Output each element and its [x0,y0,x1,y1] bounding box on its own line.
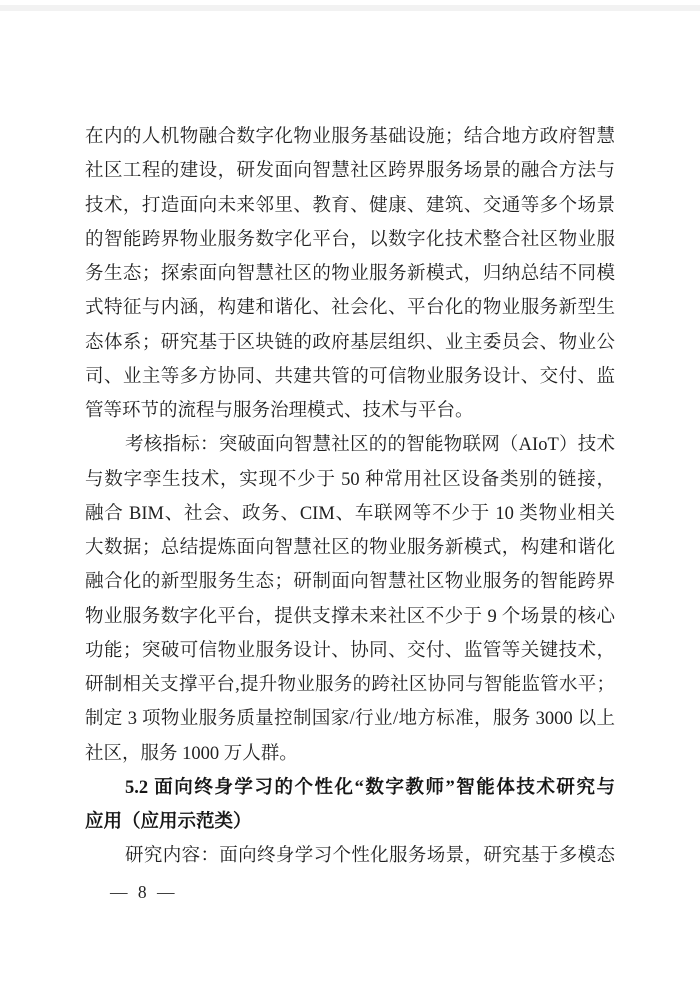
body-text-line: 制定 3 项物业服务质量控制国家/行业/地方标准，服务 3000 以上 [85,709,615,730]
body-text-line: 大数据；总结提炼面向智慧社区的物业服务新模式，构建和谐化 [85,538,615,558]
page-number: — 8 — [110,882,178,902]
body-text-line: 研究内容：面向终身学习个性化服务场景，研究基于多模态 [125,846,615,867]
body-text-line: 管等环节的流程与服务治理模式、技术与平台。 [85,401,474,421]
body-text-line: 社区工程的建设，研发面向智慧社区跨界服务场景的融合方法与 [85,161,615,182]
body-text-line: 功能；突破可信物业服务设计、协同、交付、监管等关键技术， [85,640,615,661]
body-text-line: 技术，打造面向未来邻里、教育、健康、建筑、交通等多个场景 [85,195,615,216]
body-text-line: 司、业主等多方协同、共建共管的可信物业服务设计、交付、监 [85,366,615,387]
body-text-line: 研制相关支撑平台,提升物业服务的跨社区协同与智能监管水平； [85,675,615,695]
scan-artifact-band [0,5,700,11]
heading-line: 5.2 面向终身学习的个性化“数字教师”智能体技术研究与 [125,777,615,798]
document-text-block [85,120,615,874]
heading-line: 应用（应用示范类） [85,812,252,832]
body-text-line: 与数字孪生技术，实现不少于 50 种常用社区设备类别的链接， [85,469,615,490]
body-text-line: 考核指标：突破面向智慧社区的的智能物联网（AIoT）技术 [125,435,615,456]
body-text-line: 式特征与内涵，构建和谐化、社会化、平台化的物业服务新型生 [85,298,615,319]
body-text-line: 的智能跨界物业服务数字化平台，以数字化技术整合社区物业服 [85,229,615,250]
body-text-line: 态体系；研究基于区块链的政府基层组织、业主委员会、物业公 [85,332,615,353]
body-text-line: 融合 BIM、社会、政务、CIM、车联网等不少于 10 类物业相关 [85,503,615,524]
body-text-line: 物业服务数字化平台，提供支撑未来社区不少于 9 个场景的核心 [85,606,615,627]
body-text-line: 在内的人机物融合数字化物业服务基础设施；结合地方政府智慧 [85,127,615,147]
body-text-line: 务生态；探索面向智慧社区的物业服务新模式，归纳总结不同模 [85,264,615,284]
body-text-line: 融合化的新型服务生态；研制面向智慧社区物业服务的智能跨界 [85,572,615,593]
body-text-line: 社区，服务 1000 万人群。 [85,743,298,764]
